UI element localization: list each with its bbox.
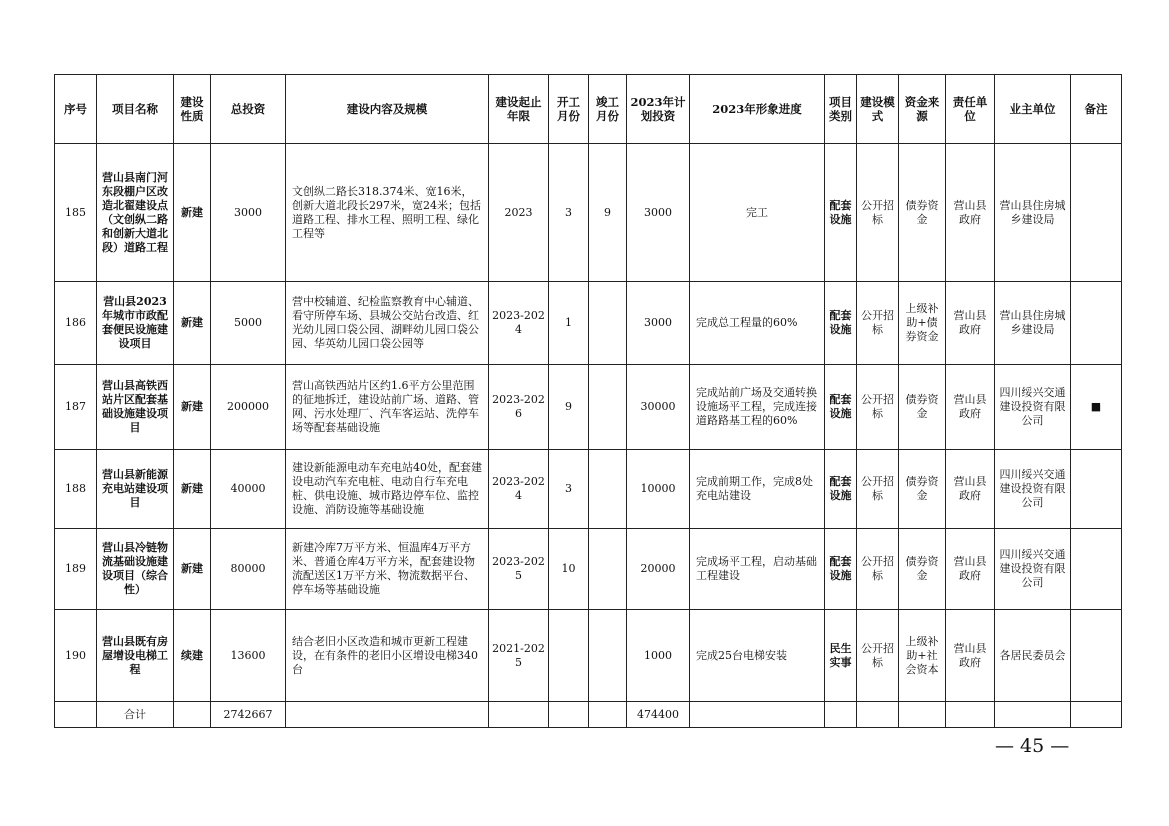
- cell-mode: 公开招标: [857, 529, 899, 610]
- cell-name: 营山县冷链物流基础设施建设项目（综合性）: [97, 529, 174, 610]
- cell-nature: 新建: [174, 282, 211, 365]
- cell-period: 2023-2024: [489, 282, 549, 365]
- cell-end-month: 9: [589, 144, 627, 282]
- table-row: [55, 450, 1122, 529]
- table-row: [55, 529, 1122, 610]
- total-plan-2023-sum: 474400: [627, 702, 690, 728]
- cell-plan-2023: 10000: [627, 450, 690, 529]
- cell-funding: 债券资金: [899, 529, 946, 610]
- cell-content: 新建冷库7万平方米、恒温库4万平方米、普通仓库4万平方米，配套建设物流配送区1万平方米、物流数据平台、停车场等基础设施: [286, 529, 489, 610]
- cell-total-investment: 200000: [211, 365, 286, 450]
- cell-start-month: 3: [549, 450, 589, 529]
- page-number: — 45 —: [995, 735, 1070, 757]
- cell-end-month: [589, 450, 627, 529]
- cell-plan-2023: 30000: [627, 365, 690, 450]
- header-remark: 备注: [1071, 75, 1122, 144]
- header-responsible: 责任单位: [946, 75, 995, 144]
- cell-nature: 新建: [174, 365, 211, 450]
- cell-owner: 四川绥兴交通建设投资有限公司: [995, 365, 1071, 450]
- cell-progress-2023: 完成前期工作，完成8处充电站建设: [690, 450, 825, 529]
- cell-progress-2023: 完成站前广场及交通转换设施场平工程，完成连接道路路基工程的60%: [690, 365, 825, 450]
- cell-owner: 营山县住房城乡建设局: [995, 282, 1071, 365]
- cell-funding: 债券资金: [899, 144, 946, 282]
- cell-content: 营山高铁西站片区约1.6平方公里范围的征地拆迁，建设站前广场、道路、管网、污水处理厂、汽车客运站、洗停车场等配套基础设施: [286, 365, 489, 450]
- table-row: [55, 610, 1122, 702]
- cell-end-month: [589, 282, 627, 365]
- table-row: [55, 282, 1122, 365]
- cell-plan-2023: 3000: [627, 282, 690, 365]
- cell-total-investment: 40000: [211, 450, 286, 529]
- cell-remark: [1071, 144, 1122, 282]
- cell-name: 营山县2023年城市市政配套便民设施建设项目: [97, 282, 174, 365]
- cell-category: 配套设施: [825, 144, 857, 282]
- cell-total-investment: 3000: [211, 144, 286, 282]
- cell-mode: 公开招标: [857, 144, 899, 282]
- cell-owner: 各居民委员会: [995, 610, 1071, 702]
- cell-owner: 营山县住房城乡建设局: [995, 144, 1071, 282]
- cell-start-month: 9: [549, 365, 589, 450]
- cell-responsible: 营山县政府: [946, 610, 995, 702]
- cell-plan-2023: 20000: [627, 529, 690, 610]
- cell-responsible: 营山县政府: [946, 365, 995, 450]
- cell-name: 营山县新能源充电站建设项目: [97, 450, 174, 529]
- cell-plan-2023: 3000: [627, 144, 690, 282]
- cell-progress-2023: 完工: [690, 144, 825, 282]
- cell-mode: 公开招标: [857, 365, 899, 450]
- cell-end-month: [589, 529, 627, 610]
- cell-plan-2023: 1000: [627, 610, 690, 702]
- header-plan-2023: 2023年计划投资: [627, 75, 690, 144]
- cell-content: 营中校辅道、纪检监察教育中心辅道、看守所停车场、县城公交站台改造、红光幼儿园口袋公园、湖畔幼儿园口袋公园、华英幼儿园口袋公园等: [286, 282, 489, 365]
- cell-remark: [1071, 610, 1122, 702]
- cell-progress-2023: 完成总工程量的60%: [690, 282, 825, 365]
- cell-nature: 续建: [174, 610, 211, 702]
- cell-category: 配套设施: [825, 450, 857, 529]
- cell-start-month: 3: [549, 144, 589, 282]
- cell-category: 配套设施: [825, 529, 857, 610]
- cell-period: 2023-2026: [489, 365, 549, 450]
- header-owner: 业主单位: [995, 75, 1071, 144]
- header-start-month: 开工月份: [549, 75, 589, 144]
- cell-seq: 190: [55, 610, 97, 702]
- total-label: 合计: [97, 702, 174, 728]
- cell-name: 营山县既有房屋增设电梯工程: [97, 610, 174, 702]
- header-category: 项目类别: [825, 75, 857, 144]
- cell-nature: 新建: [174, 144, 211, 282]
- cell-progress-2023: 完成场平工程，启动基础工程建设: [690, 529, 825, 610]
- cell-end-month: [589, 365, 627, 450]
- cell-category: 配套设施: [825, 282, 857, 365]
- cell-responsible: 营山县政府: [946, 282, 995, 365]
- cell-name: 营山县高铁西站片区配套基础设施建设项目: [97, 365, 174, 450]
- header-seq: 序号: [55, 75, 97, 144]
- cell-seq: 186: [55, 282, 97, 365]
- cell-period: 2021-2025: [489, 610, 549, 702]
- header-mode: 建设模式: [857, 75, 899, 144]
- cell-period: 2023: [489, 144, 549, 282]
- header-progress-2023: 2023年形象进度: [690, 75, 825, 144]
- cell-category: 配套设施: [825, 365, 857, 450]
- cell-remark: [1071, 529, 1122, 610]
- cell-funding: 上级补助+债券资金: [899, 282, 946, 365]
- header-name: 项目名称: [97, 75, 174, 144]
- cell-period: 2023-2024: [489, 450, 549, 529]
- cell-category: 民生实事: [825, 610, 857, 702]
- cell-remark: [1071, 450, 1122, 529]
- cell-name: 营山县南门河东段棚户区改造北翟建设点（文创纵二路和创新大道北段）道路工程: [97, 144, 174, 282]
- cell-start-month: 1: [549, 282, 589, 365]
- cell-period: 2023-2025: [489, 529, 549, 610]
- cell-funding: 债券资金: [899, 450, 946, 529]
- cell-start-month: 10: [549, 529, 589, 610]
- cell-responsible: 营山县政府: [946, 450, 995, 529]
- header-end-month: 竣工月份: [589, 75, 627, 144]
- header-total-investment: 总投资: [211, 75, 286, 144]
- cell-remark: ■: [1071, 365, 1122, 450]
- cell-mode: 公开招标: [857, 450, 899, 529]
- header-content: 建设内容及规模: [286, 75, 489, 144]
- header-nature: 建设性质: [174, 75, 211, 144]
- cell-seq: 189: [55, 529, 97, 610]
- table-row: [55, 365, 1122, 450]
- cell-progress-2023: 完成25台电梯安装: [690, 610, 825, 702]
- cell-seq: 185: [55, 144, 97, 282]
- cell-owner: 四川绥兴交通建设投资有限公司: [995, 450, 1071, 529]
- cell-content: 建设新能源电动车充电站40处，配套建设电动汽车充电桩、电动自行车充电桩、供电设施、城市路边停车位、监控设施、消防设施等基础设施: [286, 450, 489, 529]
- cell-content: 文创纵二路长318.374米、宽16米，创新大道北段长297米，宽24米；包括道路工程、排水工程、照明工程、绿化工程等: [286, 144, 489, 282]
- cell-content: 结合老旧小区改造和城市更新工程建设，在有条件的老旧小区增设电梯340台: [286, 610, 489, 702]
- cell-remark: [1071, 282, 1122, 365]
- cell-nature: 新建: [174, 450, 211, 529]
- header-period: 建设起止年限: [489, 75, 549, 144]
- cell-mode: 公开招标: [857, 282, 899, 365]
- cell-responsible: 营山县政府: [946, 529, 995, 610]
- header-funding: 资金来源: [899, 75, 946, 144]
- project-table: [54, 74, 1122, 728]
- cell-funding: 上级补助+社会资本: [899, 610, 946, 702]
- cell-seq: 187: [55, 365, 97, 450]
- total-row: [55, 702, 1122, 728]
- header-row: [55, 75, 1122, 144]
- cell-total-investment: 80000: [211, 529, 286, 610]
- cell-end-month: [589, 610, 627, 702]
- cell-total-investment: 5000: [211, 282, 286, 365]
- cell-owner: 四川绥兴交通建设投资有限公司: [995, 529, 1071, 610]
- cell-mode: 公开招标: [857, 610, 899, 702]
- cell-funding: 债券资金: [899, 365, 946, 450]
- cell-seq: 188: [55, 450, 97, 529]
- total-investment-sum: 2742667: [211, 702, 286, 728]
- cell-nature: 新建: [174, 529, 211, 610]
- cell-responsible: 营山县政府: [946, 144, 995, 282]
- table-row: [55, 144, 1122, 282]
- cell-total-investment: 13600: [211, 610, 286, 702]
- cell-start-month: [549, 610, 589, 702]
